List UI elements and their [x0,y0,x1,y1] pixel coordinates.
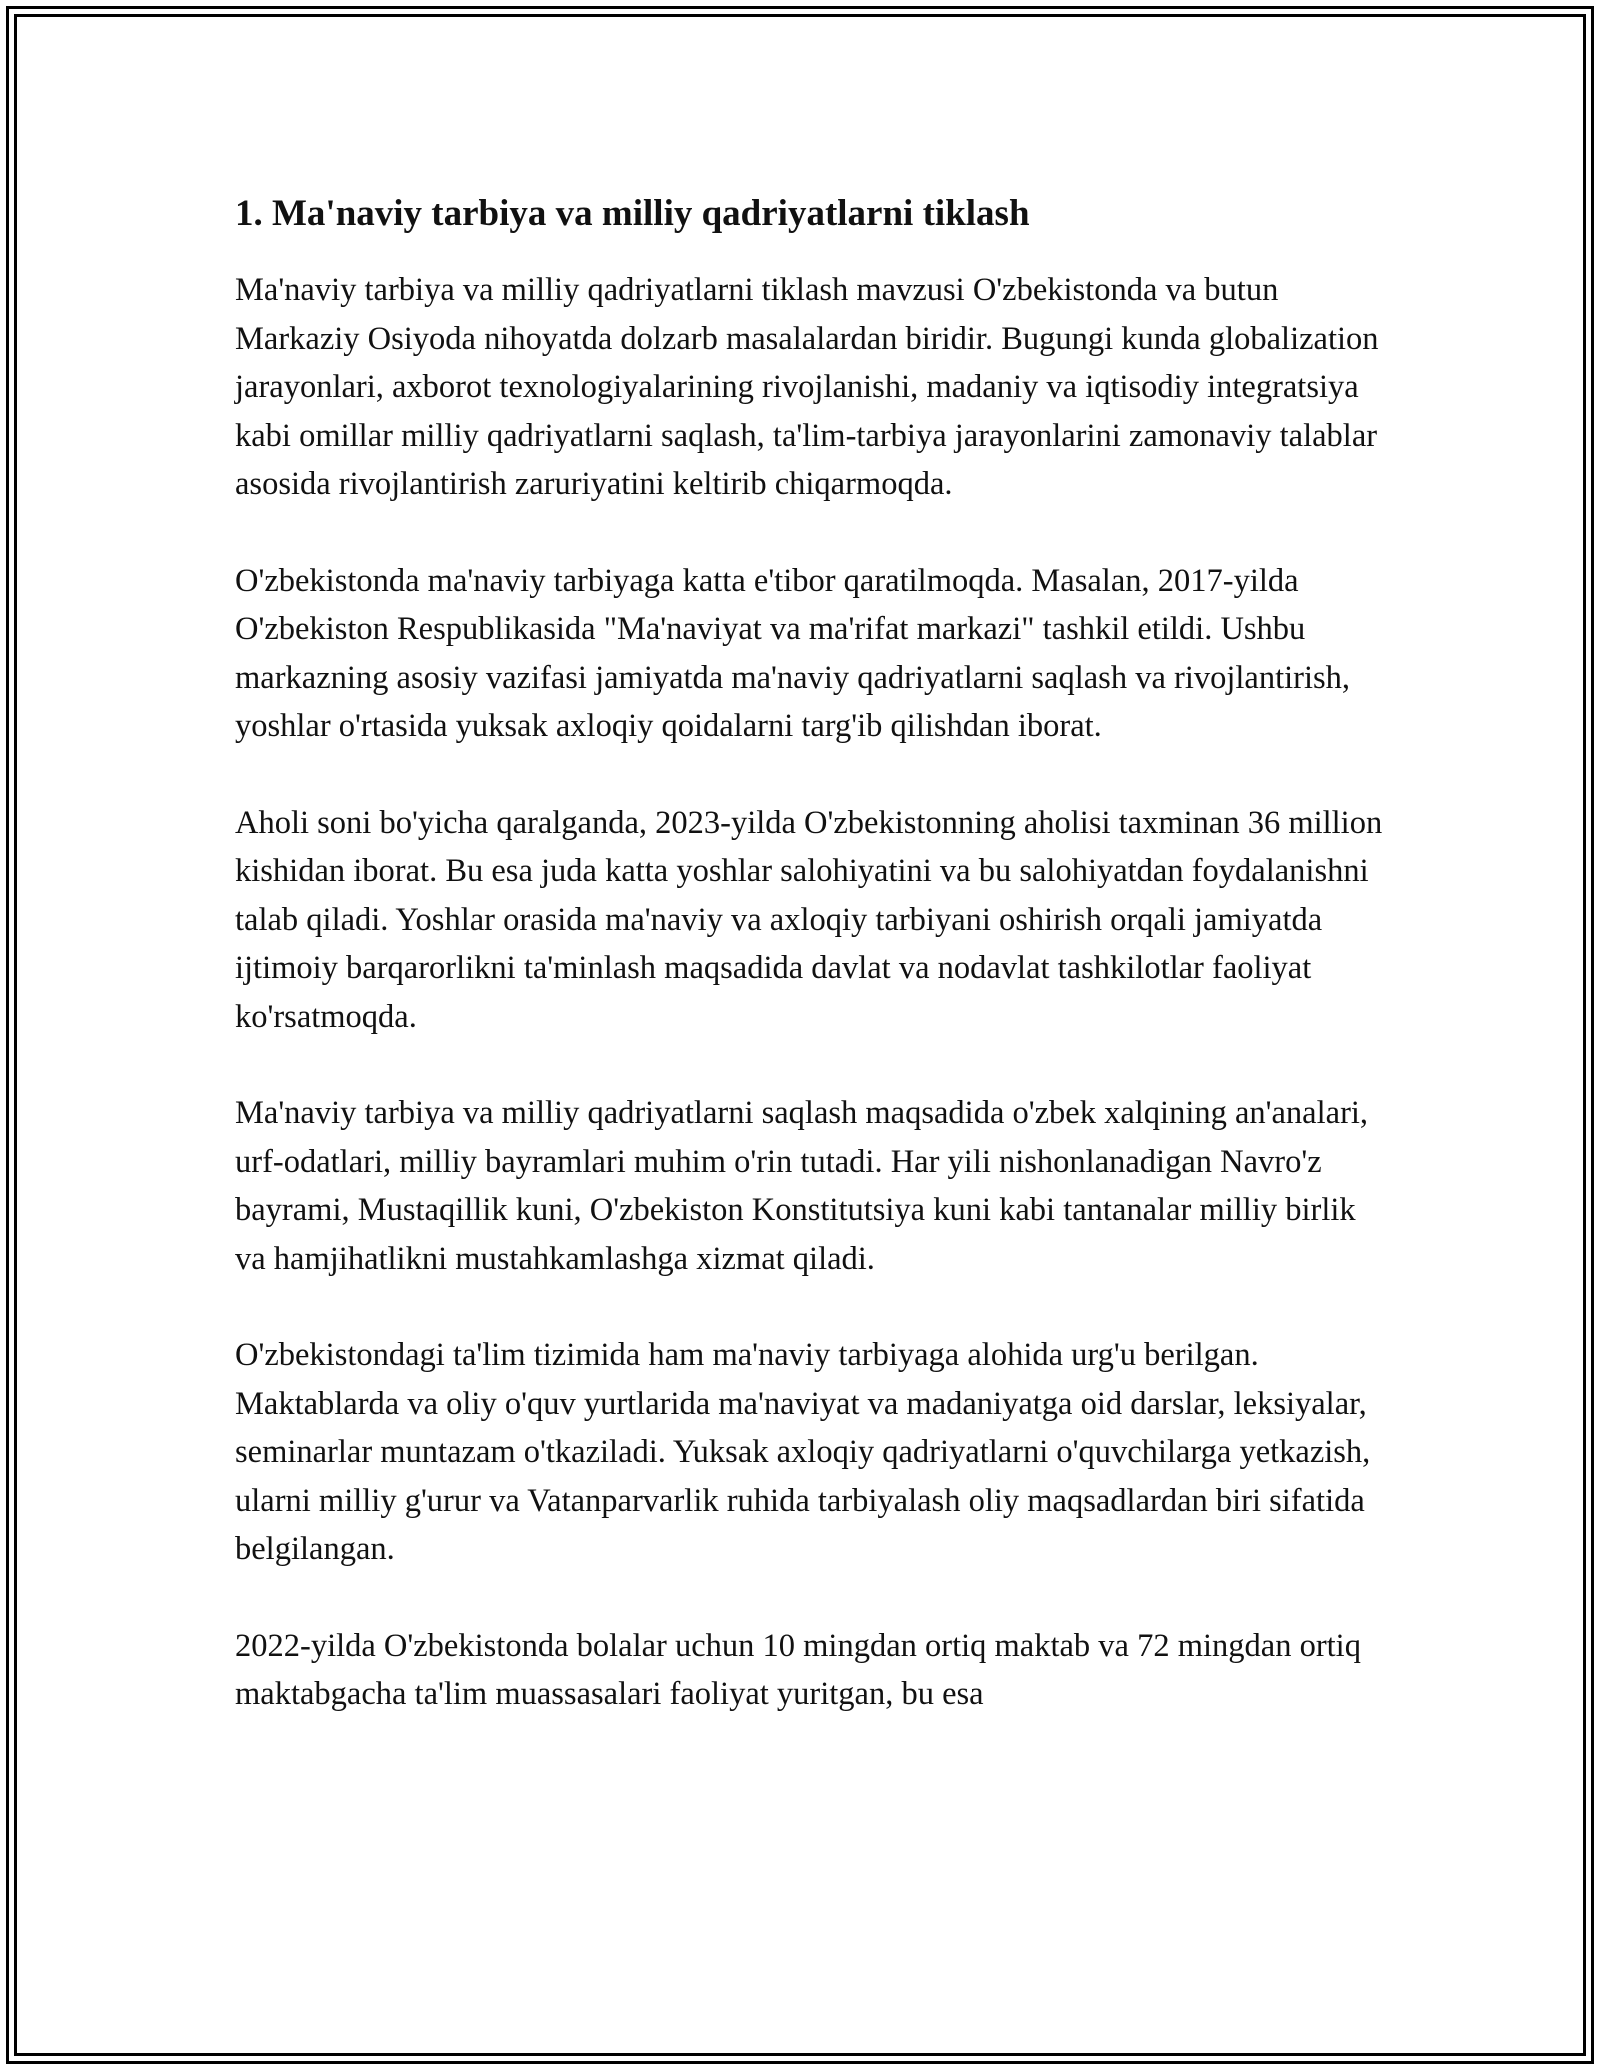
paragraph-4: Ma'naviy tarbiya va milliy qadriyatlarni saqlash maqsadida o'zbek xalqining an'analari, urf-odatlari, milliy bayramlari muhim o'rin tutadi. Har yili nishonlanadigan Navro'z bayrami, Mustaqillik kuni, O'zbekiston Konstitutsiya kuni kabi tantanalar milliy birlik va hamjihatlikni mustahkamlashga xizmat qiladi. [235,1095,1369,1277]
paragraph-1: Ma'naviy tarbiya va milliy qadriyatlarni tiklash mavzusi O'zbekistonda va butun Markaziy Osiyoda nihoyatda dolzarb masalalardan biridir. Bugungi kunda globalization jarayonlari, axborot texnologiyalarining rivojlanishi, madaniy va iqtisodiy integratsiya kabi omillar milliy qadriyatlarni saqlash, ta'lim-tarbiya jarayonlarini zamonaviy talablar asosida rivojlantirish zaruriyatini keltirib chiqarmoqda. [235,272,1379,502]
paragraph-3: Aholi soni bo'yicha qaralganda, 2023-yilda O'zbekistonning aholisi taxminan 36 million kishidan iborat. Bu esa juda katta yoshlar salohiyatini va bu salohiyatdan foydalanishni talab qiladi. Yoshlar orasida ma'naviy va axloqiy tarbiyani oshirish orqali jamiyatda ijtimoiy barqarorlikni ta'minlash maqsadida davlat va nodavlat tashkilotlar faoliyat ko'rsatmoqda. [235,804,1383,1035]
paragraph-5: O'zbekistondagi ta'lim tizimida ham ma'naviy tarbiyaga alohida urg'u berilgan. Maktablarda va oliy o'quv yurtlarida ma'naviyat va madaniyatga oid darslar, leksiyalar, seminarlar muntazam o'tkaziladi. Yuksak axloqiy qadriyatlarni o'quvchilarga yetkazish, ularni milliy g'urur va Vatanparvarlik ruhida tarbiyalash oliy maqsadlardan biri sifatida belgilangan. [235,1337,1371,1567]
paragraph-6: 2022-yilda O'zbekistonda bolalar uchun 10 mingdan ortiq maktab va 72 mingdan ortiq maktabgacha ta'lim muassasalari faoliyat yuritgan, bu esa [235,1627,1361,1712]
section-heading: 1. Ma'naviy tarbiya va milliy qadriyatlarni tiklash [235,193,1030,234]
paragraph-2: O'zbekistonda ma'naviy tarbiyaga katta e'tibor qaratilmoqda. Masalan, 2017-yilda O'zbekiston Respublikasida "Ma'naviyat va ma'rifat markazi" tashkil etildi. Ushbu markazning asosiy vazifasi jamiyatda ma'naviy qadriyatlarni saqlash va rivojlantirish, yoshlar o'rtasida yuksak axloqiy qoidalarni targ'ib qilishdan iborat. [235,562,1351,744]
document-body [235,188,1385,1767]
